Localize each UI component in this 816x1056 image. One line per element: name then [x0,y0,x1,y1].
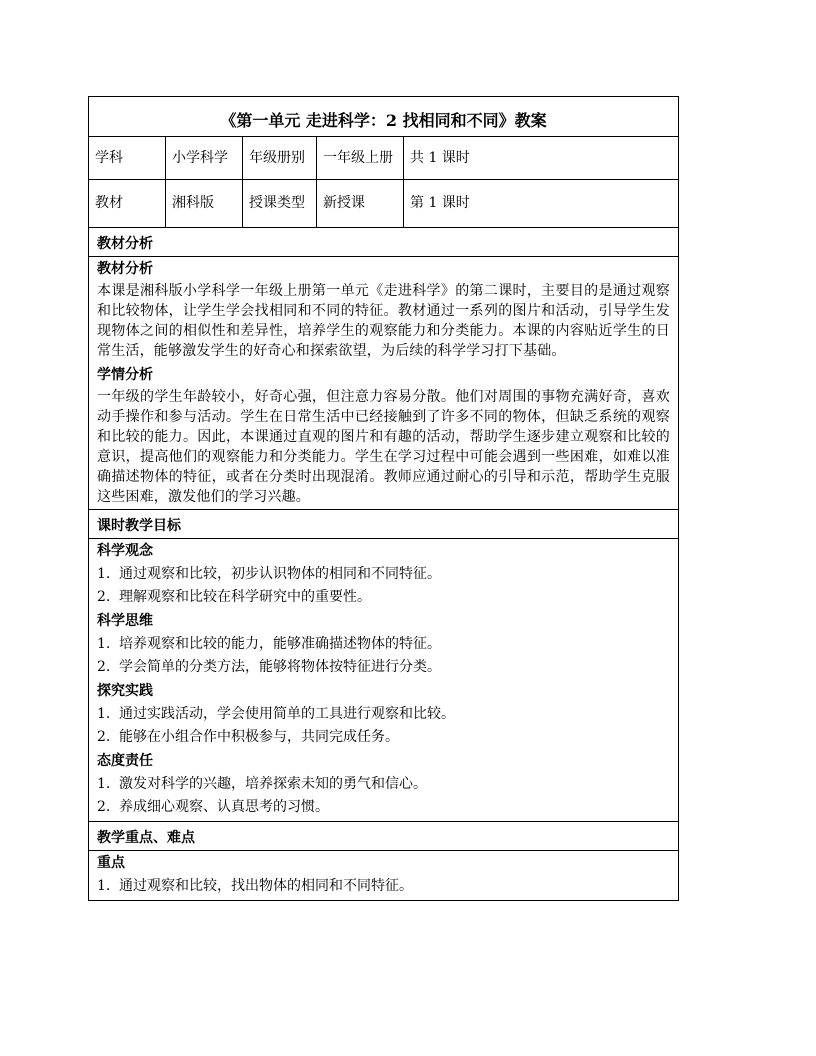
goals-section [89,510,678,822]
goal-item-text: 通过实践活动，学会使用简单的工具进行观察和比较。 [119,706,455,722]
goals-header: 课时教学目标 [89,510,678,539]
goal-item-text: 通过观察和比较，初步认识物体的相同和不同特征。 [119,566,441,582]
goal-item-text: 能够在小组合作中积极参与，共同完成任务。 [119,729,399,745]
goal-item-number: 1. [97,636,111,652]
cell-subject-value: 小学科学 [166,137,243,179]
cell-total-lessons: 共 1 课时 [410,149,470,166]
goal-group-title: 探究实践 [97,683,153,699]
lesson-plan-table [88,96,679,901]
analysis-section [89,228,678,510]
goal-item-text: 养成细心观察、认真思考的习惯。 [119,799,329,815]
cell-subject-label: 学科 [89,137,166,179]
info-row-2 [89,180,678,228]
info-row-1 [89,137,678,180]
keypoints-header: 教学重点、难点 [89,822,678,851]
goal-item-number: 1. [97,566,111,582]
keypoint-item-text: 通过观察和比较，找出物体的相同和不同特征。 [119,878,413,894]
goal-group-title: 态度责任 [97,753,153,769]
goal-item [97,796,670,819]
cell-lesson-type-label: 授课类型 [243,180,317,227]
document-title: 《第一单元 走进科学：2 找相同和不同》教案 [89,97,678,137]
keypoints-section [89,822,678,900]
cell-textbook-label: 教材 [89,180,166,227]
goal-item-number: 2. [97,589,111,605]
goal-item-number: 2. [97,659,111,675]
keypoint-item [97,875,670,898]
goal-item [97,633,670,656]
goal-item-number: 1. [97,776,111,792]
cell-lesson-number: 第 1 课时 [410,195,470,211]
lesson-plan-document [88,96,679,901]
keypoint-item-number: 1. [97,878,111,894]
goal-item [97,656,670,679]
goal-item-text: 培养观察和比较的能力，能够准确描述物体的特征。 [119,636,441,652]
goal-item-text: 激发对科学的兴趣，培养探索未知的勇气和信心。 [119,776,427,792]
goal-item-number: 2. [97,799,111,815]
goal-item [97,586,670,609]
student-analysis-text: 一年级的学生年龄较小，好奇心强，但注意力容易分散。他们对周围的事物充满好奇，喜欢动手操作和参与活动。学生在日常生活中已经接触到了许多不同的物体，但缺乏系统的观察和比较的能力。因此，本课通过直观的图片和有趣的活动，帮助学生逐步建立观察和比较的意识，提高他们的观察能力和分类能力。学生在学习过程中可能会遇到一些困难，如难以准确描述物体的特征，或者在分类时出现混淆。教师应通过耐心的引导和示范，帮助学生克服这些困难，激发他们的学习兴趣。 [97,389,670,505]
cell-grade-value: 一年级上册 [317,137,404,179]
cell-grade-label: 年级册别 [243,137,317,179]
analysis-header: 教材分析 [89,228,678,257]
goal-item [97,773,670,796]
goal-item-number: 2. [97,729,111,745]
goal-item-text: 学会简单的分类方法，能够将物体按特征进行分类。 [119,659,441,675]
goal-item [97,563,670,586]
goal-item [97,703,670,726]
student-analysis-title: 学情分析 [97,367,153,383]
goal-item [97,726,670,749]
goal-item-text: 理解观察和比较在科学研究中的重要性。 [119,589,371,605]
keypoints-sub-title: 重点 [97,855,125,871]
goal-group-title: 科学观念 [97,543,153,559]
textbook-analysis-text: 本课是湘科版小学科学一年级上册第一单元《走进科学》的第二课时，主要目的是通过观察和比较物体，让学生学会找相同和不同的特征。教材通过一系列的图片和活动，引导学生发现物体之间的相似性和差异性，培养学生的观察能力和分类能力。本课的内容贴近学生的日常生活，能够激发学生的好奇心和探索欲望，为后续的科学学习打下基础。 [97,283,670,359]
goal-group-title: 科学思维 [97,613,153,629]
textbook-analysis-title: 教材分析 [97,261,153,277]
goal-item-number: 1. [97,706,111,722]
cell-lesson-type-value: 新授课 [317,180,404,227]
cell-textbook-value: 湘科版 [166,180,243,227]
